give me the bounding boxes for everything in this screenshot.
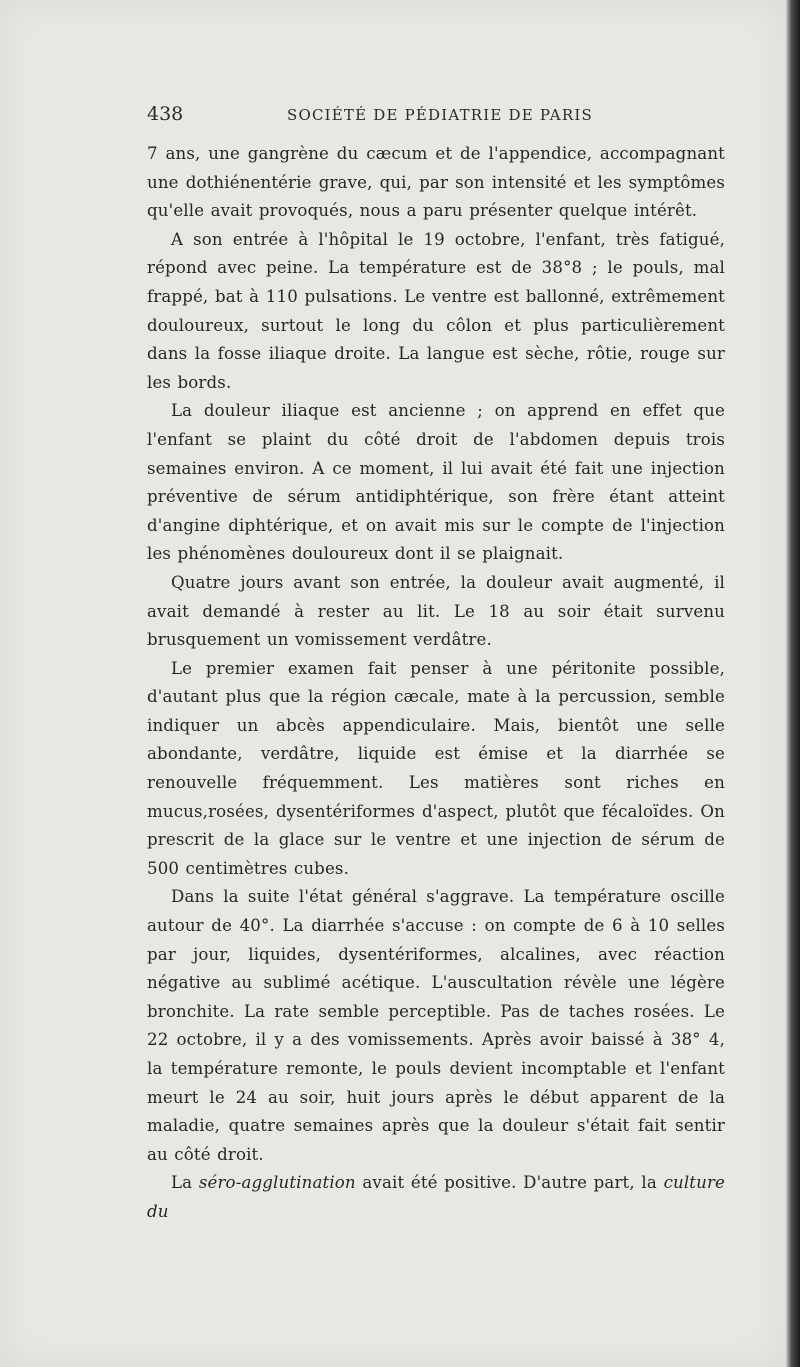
paragraph-7-italic-term: séro-agglutination	[198, 1173, 356, 1193]
body-text	[147, 140, 725, 1227]
paragraph-3: La douleur iliaque est ancienne ; on apprend en effet que l'enfant se plaint du côté droit de l'abdomen depuis trois semaines environ. A ce moment, il lui avait été fait une injection préventive de sérum antidiphtérique, son frère étant atteint d'angine diphtérique, et on avait mis sur le compte de l'injection les phénomènes douloureux dont il se plaignait.	[147, 401, 725, 564]
page-number: 438	[147, 103, 184, 125]
paragraph-6: Dans la suite l'état général s'aggrave. La température oscille autour de 40°. La diarrhée s'accuse : on compte de 6 à 10 selles par jour, liquides, dysentériformes, alcalines, avec réaction négative au sublimé acétique. L'auscultation révèle une légère bronchite. La rate semble perceptible. Pas de taches rosées. Le 22 octobre, il y a des vomissements. Après avoir baissé à 38° 4, la température remonte, le pouls devient incomptable et l'enfant meurt le 24 au soir, huit jours après le début apparent de la maladie, quatre semaines après que la douleur s'était fait sentir au côté droit.	[147, 887, 725, 1164]
page-header	[147, 103, 727, 127]
paragraph-7-middle: avait été positive. D'autre part, la	[355, 1173, 664, 1193]
running-title: SOCIÉTÉ DE PÉDIATRIE DE PARIS	[287, 106, 593, 124]
paragraph-4: Quatre jours avant son entrée, la douleur avait augmenté, il avait demandé à rester au lit. Le 18 au soir était survenu brusquement un vomissement verdâtre.	[147, 572, 725, 650]
paragraph-5: Le premier examen fait penser à une péritonite possible, d'autant plus que la région cæcale, mate à la percussion, semble indiquer un abcès appendiculaire. Mais, bientôt une selle abondante, verdâtre, liquide est émise et la diarrhée se renouvelle fréquemment. Les matières sont riches en mucus,rosées, dysentériformes d'aspect, plutôt que fécaloïdes. On prescrit de la glace sur le ventre et une injection de sérum de 500 centimètres cubes.	[147, 658, 725, 878]
paragraph-1: 7 ans, une gangrène du cæcum et de l'appendice, accompagnant une dothiénentérie grave, qui, par son intensité et les symptômes qu'elle avait provoqués, nous a paru présenter quelque intérêt.	[147, 144, 725, 221]
paragraph-2: A son entrée à l'hôpital le 19 octobre, l'enfant, très fatigué, répond avec peine. La température est de 38°8 ; le pouls, mal frappé, bat à 110 pulsations. Le ventre est ballonné, extrêmement douloureux, surtout le long du côlon et plus particulièrement dans la fosse iliaque droite. La langue est sèche, rôtie, rouge sur les bords.	[147, 229, 725, 392]
paragraph-7	[147, 1169, 725, 1226]
page-edge-shadow	[786, 0, 800, 1367]
paragraph-7-start: La	[171, 1173, 199, 1193]
paragraph-7-italic-end: culture du	[147, 1173, 726, 1221]
